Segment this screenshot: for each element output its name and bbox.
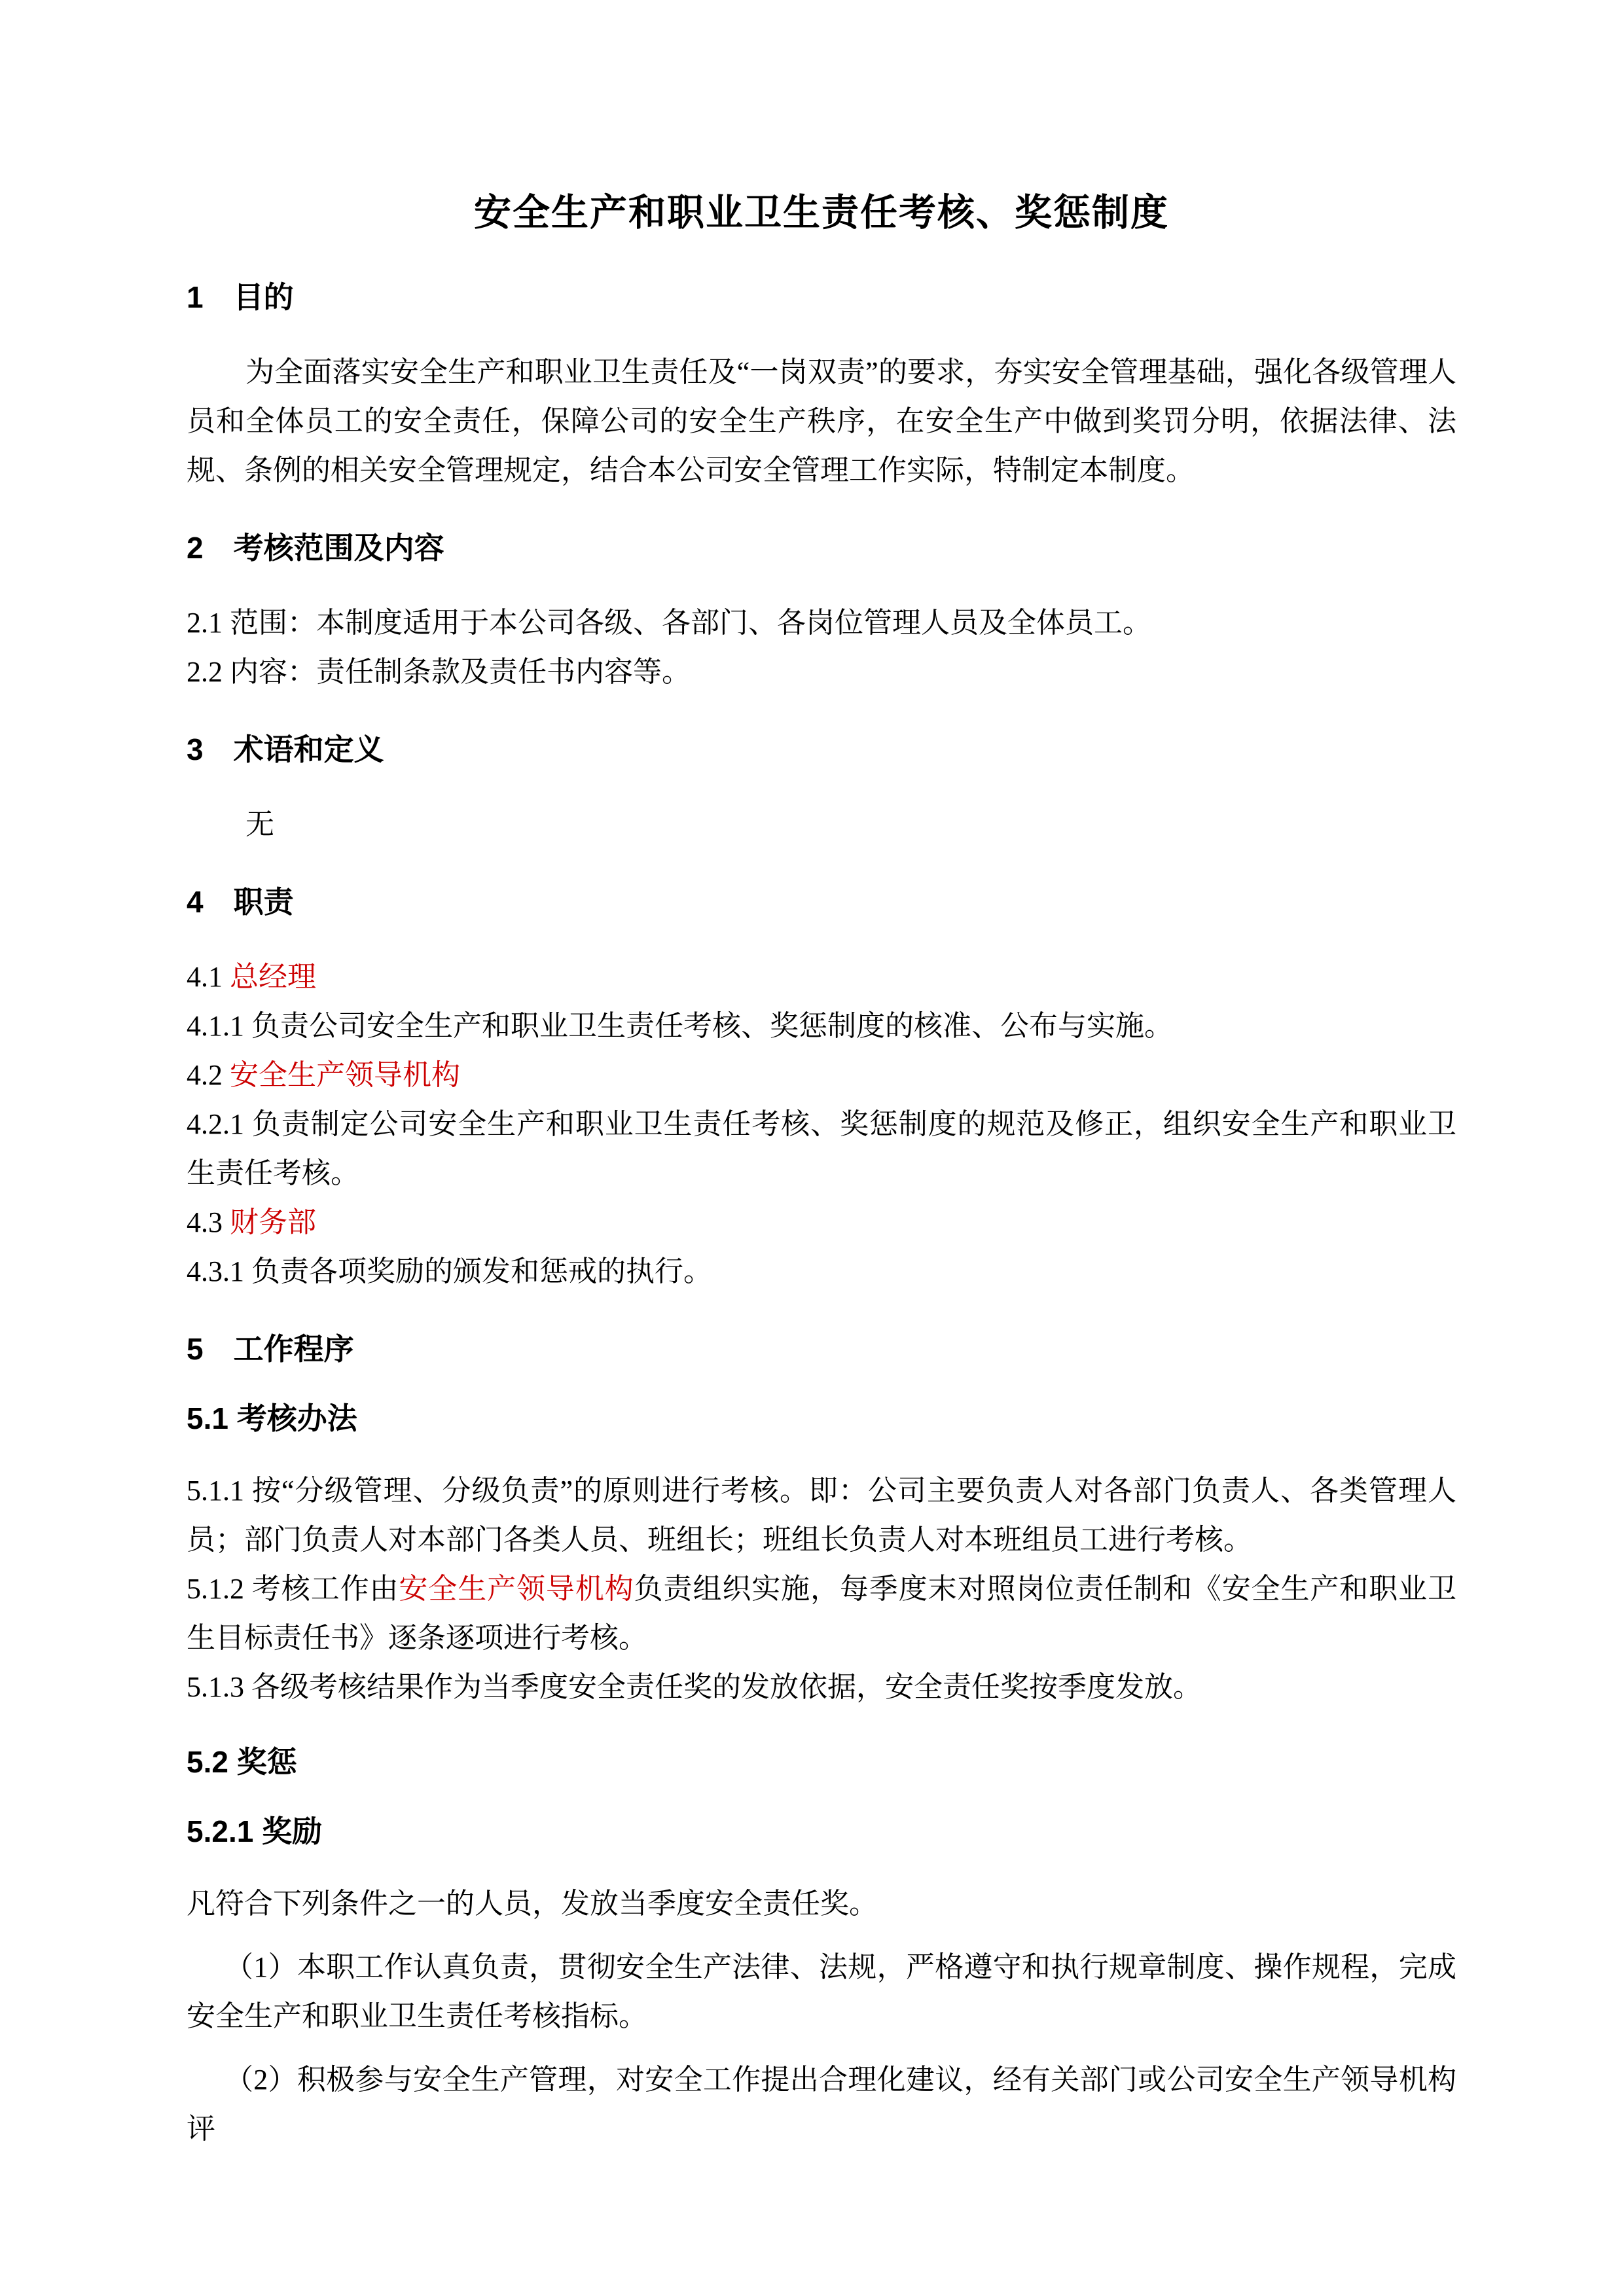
heading-5-2-rewards-punishments	[187, 1743, 1456, 1781]
paragraph-2-1-scope	[187, 598, 1456, 647]
paragraph-terms-none	[187, 800, 1456, 849]
text-run: 2.2 内容：责任制条款及责任书内容等。	[187, 656, 691, 689]
paragraph-reward-conditions-intro	[187, 1879, 1456, 1928]
paragraph-purpose	[187, 348, 1456, 495]
text-run: 4.2	[187, 1059, 230, 1092]
heading-section-4-responsibilities	[187, 883, 1456, 921]
text-run: 凡符合下列条件之一的人员，发放当季度安全责任奖。	[187, 1888, 878, 1920]
text-run: 4.1.1 负责公司安全生产和职业卫生责任考核、奖惩制度的核准、公布与实施。	[187, 1010, 1173, 1043]
paragraph-4-1-1	[187, 1001, 1456, 1050]
paragraph-5-1-3	[187, 1662, 1456, 1712]
text-run: 为全面落实安全生产和职业卫生责任及“一岗双责”的要求，夯实安全管理基础，强化各级管理人员和全体员工的安全责任，保障公司的安全生产秩序，在安全生产中做到奖罚分明，依据法律、法规、条例的相关安全管理规定，结合本公司安全管理工作实际，特制定本制度。	[187, 356, 1456, 487]
paragraph-4-1-general-manager	[187, 952, 1456, 1001]
heading-5-2-1-rewards	[187, 1812, 1456, 1850]
text-run: 4.3.1 负责各项奖励的颁发和惩戒的执行。	[187, 1255, 712, 1288]
text-run: 无	[245, 808, 274, 841]
text-run: 4 职责	[187, 885, 294, 920]
text-run: 5 工作程序	[187, 1332, 354, 1367]
text-run: 5.1 考核办法	[187, 1401, 357, 1436]
document-body	[187, 278, 1456, 2153]
text-run: 1 目的	[187, 280, 294, 315]
text-run: 5.2 奖惩	[187, 1745, 297, 1780]
paragraph-4-2-safety-leading-body	[187, 1050, 1456, 1100]
document-title: 安全生产和职业卫生责任考核、奖惩制度	[474, 192, 1169, 234]
paragraph-5-1-2	[187, 1564, 1456, 1662]
paragraph-4-3-1	[187, 1247, 1456, 1296]
text-run: 负责组织实施，每季度末对照岗位责任制和《安全生产和职业卫生目标责任书》逐条逐项进行考核。	[187, 1573, 1457, 1655]
heading-section-3-terms	[187, 730, 1456, 768]
red-emphasis-text: 总经理	[230, 961, 316, 994]
text-run: 4.3	[187, 1206, 230, 1239]
paragraph-2-2-content	[187, 647, 1456, 696]
text-run: 2.1 范围：本制度适用于本公司各级、各部门、各岗位管理人员及全体员工。	[187, 607, 1151, 639]
heading-section-5-procedure	[187, 1330, 1456, 1368]
paragraph-4-2-1	[187, 1100, 1456, 1198]
heading-section-1-purpose	[187, 278, 1456, 316]
heading-section-2-scope	[187, 529, 1456, 567]
heading-5-1-assessment-method	[187, 1399, 1456, 1437]
text-run: （2）积极参与安全生产管理，对安全工作提出合理化建议，经有关部门或公司安全生产领导机构评	[187, 2064, 1456, 2145]
red-emphasis-text: 安全生产领导机构	[399, 1573, 634, 1605]
text-run: 5.1.1 按“分级管理、分级负责”的原则进行考核。即：公司主要负责人对各部门负责人、各类管理人员；部门负责人对本部门各类人员、班组长；班组长负责人对本班组员工进行考核。	[187, 1475, 1456, 1556]
text-run: 4.1	[187, 961, 230, 994]
red-emphasis-text: 安全生产领导机构	[230, 1059, 460, 1092]
paragraph-5-1-1	[187, 1466, 1456, 1564]
text-run: 5.1.2 考核工作由	[187, 1573, 399, 1605]
text-run: 3 术语和定义	[187, 732, 384, 767]
text-run: 2 考核范围及内容	[187, 531, 444, 565]
paragraph-reward-condition-2	[187, 2055, 1456, 2153]
text-run: 5.1.3 各级考核结果作为当季度安全责任奖的发放依据，安全责任奖按季度发放。	[187, 1671, 1202, 1704]
paragraph-reward-condition-1	[187, 1943, 1456, 2041]
text-run: （1）本职工作认真负责，贯彻安全生产法律、法规，严格遵守和执行规章制度、操作规程，完成安全生产和职业卫生责任考核指标。	[187, 1951, 1456, 2033]
text-run: 5.2.1 奖励	[187, 1814, 323, 1849]
red-emphasis-text: 财务部	[230, 1206, 316, 1239]
paragraph-4-3-finance-dept	[187, 1198, 1456, 1247]
text-run: 4.2.1 负责制定公司安全生产和职业卫生责任考核、奖惩制度的规范及修正，组织安全生产和职业卫生责任考核。	[187, 1108, 1456, 1190]
